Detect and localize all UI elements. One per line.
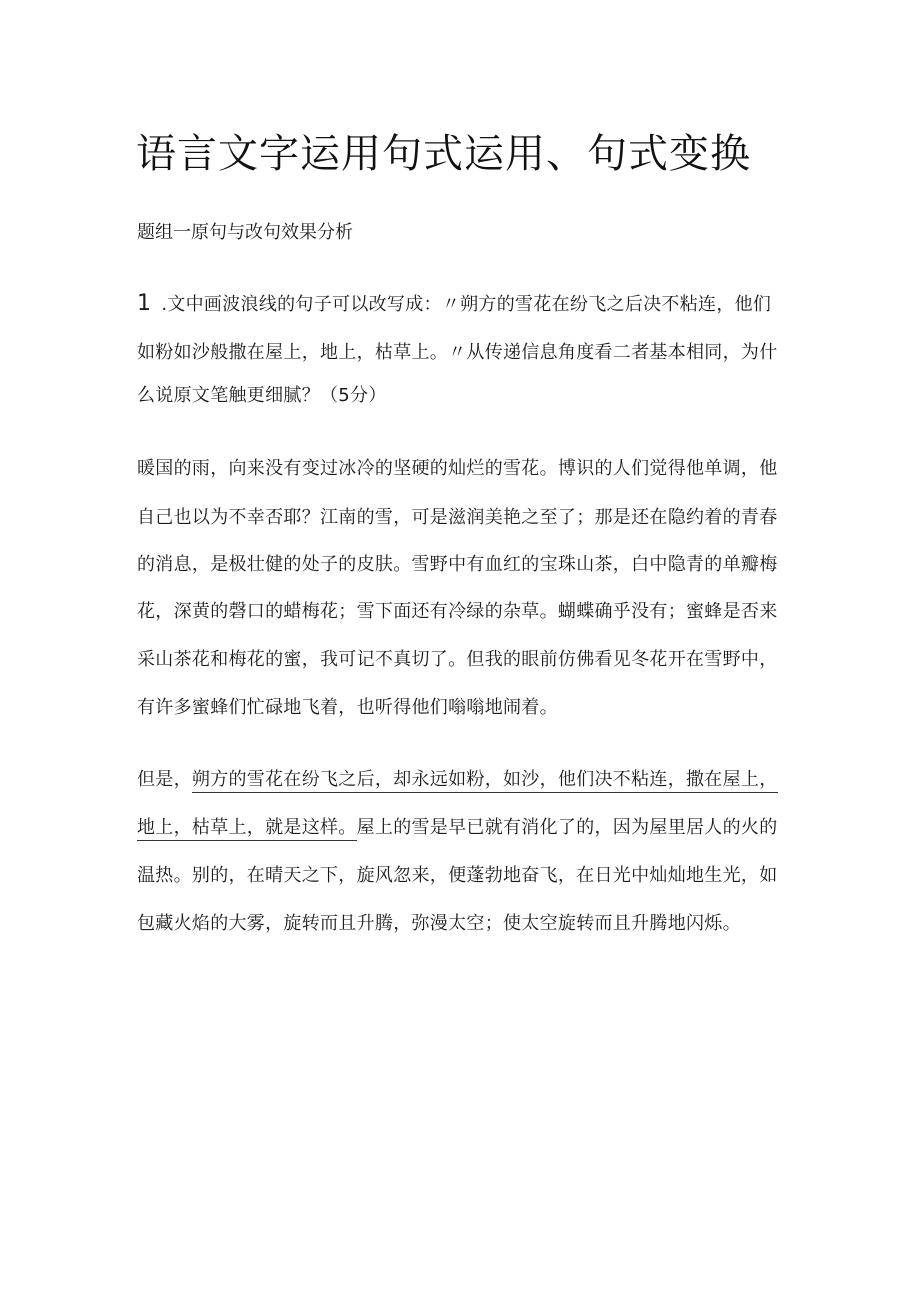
passage-line: 采山茶花和梅花的蜜，我可记不真切了。但我的眼前仿佛看见冬花开在雪野中， — [137, 649, 778, 670]
passage-line — [137, 765, 778, 795]
document-title: 语言文字运用句式运用、句式变换 — [136, 131, 751, 177]
question-line: 如粉如沙般撒在屋上，地上，枯草上。〃从传递信息角度看二者基本相同，为什 — [137, 342, 778, 363]
wavy-underlined-sentence: 朔方的雪花在纷飞之后，却永远如粉，如沙，他们决不粘连，撒在屋上， — [192, 769, 778, 793]
section-subtitle: 题组一原句与改句效果分析 — [137, 222, 353, 243]
passage-line: 暖国的雨，向来没有变过冰冷的坚硬的灿烂的雪花。博识的人们觉得他单调，他 — [137, 458, 778, 479]
passage-line: 有许多蜜蜂们忙碌地飞着，也听得他们嗡嗡地闹着。 — [137, 697, 558, 718]
passage-line: 花，深黄的磬口的蜡梅花；雪下面还有冷绿的杂草。蝴蝶确乎没有；蜜蜂是否来 — [137, 601, 778, 622]
question-line — [137, 289, 771, 320]
passage-line: 温热。别的，在晴天之下，旋风忽来，便蓬勃地奋飞，在日光中灿灿地生光，如 — [137, 865, 778, 886]
passage-text: 但是， — [137, 769, 192, 790]
question-text: .文中画波浪线的句子可以改写成：〃朔方的雪花在纷飞之后决不粘连，他们 — [161, 294, 772, 315]
passage-line — [137, 813, 778, 843]
passage-line: 的消息，是极壮健的处子的皮肤。雪野中有血红的宝珠山茶，白中隐青的单瓣梅 — [137, 554, 778, 575]
question-line: 么说原文笔触更细腻？（5分） — [137, 385, 387, 406]
passage-line: 自己也以为不幸否耶？江南的雪，可是滋润美艳之至了；那是还在隐约着的青春 — [137, 507, 778, 528]
question-number: 1 — [137, 291, 152, 316]
wavy-underlined-sentence: 地上，枯草上，就是这样。 — [137, 817, 357, 841]
passage-line: 包藏火焰的大雾，旋转而且升腾，弥漫太空；使太空旋转而且升腾地闪烁。 — [137, 913, 741, 934]
passage-text: 屋上的雪是早已就有消化了的，因为屋里居人的火的 — [356, 817, 778, 838]
